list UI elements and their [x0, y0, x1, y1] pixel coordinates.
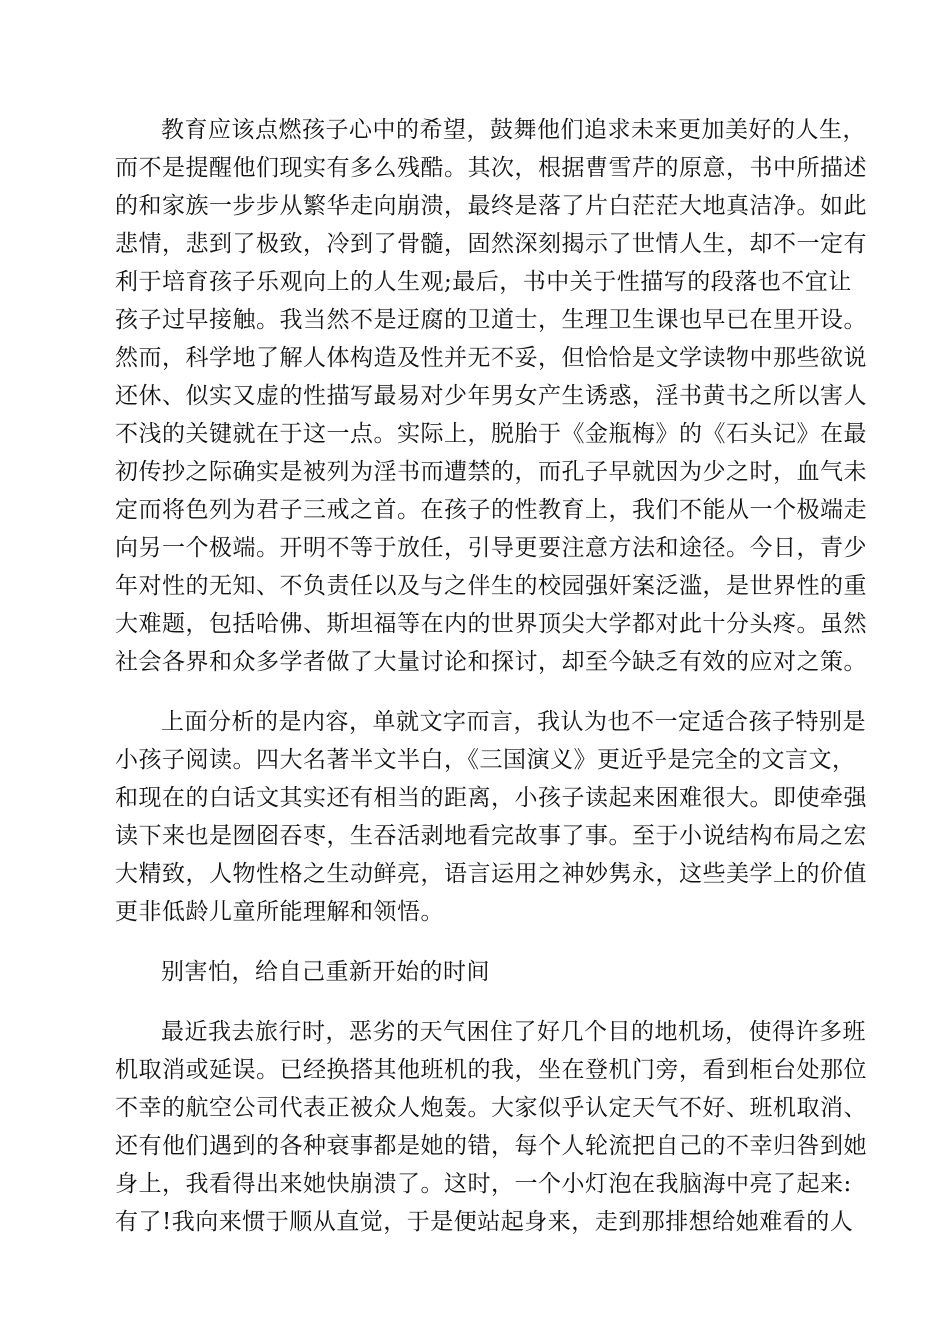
paragraph-line: 读下来也是囫囵吞枣，生吞活剥地看完故事了事。至于小说结构布局之宏: [115, 823, 867, 849]
paragraph-line: 机取消或延误。已经换搭其他班机的我，坐在登机门旁，看到柜台处那位: [115, 1057, 867, 1083]
paragraph-line: 向另一个极端。开明不等于放任，引导更要注意方法和途径。今日，青少: [115, 535, 867, 561]
paragraph-line: 更非低龄儿童所能理解和领悟。: [115, 899, 444, 925]
paragraph-line: 还有他们遇到的各种衰事都是她的错，每个人轮流把自己的不幸归咎到她: [115, 1133, 867, 1159]
document-page: [115, 111, 867, 1263]
section-heading: 别害怕，给自己重新开始的时间: [161, 959, 490, 985]
paragraph-line: 孩子过早接触。我当然不是迂腐的卫道士，生理卫生课也早已在里开设。: [115, 307, 867, 333]
paragraph-line: 有了!我向来惯于顺从直觉，于是便站起身来，走到那排想给她难看的人: [115, 1209, 854, 1235]
paragraph-language-analysis: [115, 703, 867, 931]
paragraph-line: 教育应该点燃孩子心中的希望，鼓舞他们追求未来更加美好的人生，: [161, 117, 866, 143]
paragraph-line: 大难题，包括哈佛、斯坦福等在内的世界顶尖大学都对此十分头疼。虽然: [115, 611, 867, 637]
paragraph-line: 和现在的白话文其实还有相当的距离，小孩子读起来困难很大。即使牵强: [115, 785, 867, 811]
paragraph-line: 上面分析的是内容，单就文字而言，我认为也不一定适合孩子特别是: [161, 709, 866, 735]
paragraph-line: 最近我去旅行时，恶劣的天气困住了好几个目的地机场，使得许多班: [161, 1019, 866, 1045]
paragraph-line: 然而，科学地了解人体构造及性并无不妥，但恰恰是文学读物中那些欲说: [115, 345, 867, 371]
paragraph-line: 身上，我看得出来她快崩溃了。这时，一个小灯泡在我脑海中亮了起来:: [115, 1171, 852, 1197]
paragraph-line: 的和家族一步步从繁华走向崩溃，最终是落了片白茫茫大地真洁净。如此: [115, 193, 867, 219]
paragraph-line: 不浅的关键就在于这一点。实际上，脱胎于《金瓶梅》的《石头记》在最: [115, 421, 867, 447]
paragraph-travel-story: [115, 1013, 867, 1241]
paragraph-line: 不幸的航空公司代表正被众人炮轰。大家似乎认定天气不好、班机取消、: [115, 1095, 867, 1121]
paragraph-line: 而不是提醒他们现实有多么残酷。其次，根据曹雪芹的原意，书中所描述: [115, 155, 867, 181]
paragraph-sex-education: [115, 111, 867, 681]
paragraph-line: 年对性的无知、不负责任以及与之伴生的校园强奸案泛滥，是世界性的重: [115, 573, 867, 599]
paragraph-line: 社会各界和众多学者做了大量讨论和探讨，却至今缺乏有效的应对之策。: [115, 649, 867, 675]
paragraph-line: 初传抄之际确实是被列为淫书而遭禁的，而孔子早就因为少之时，血气未: [115, 459, 867, 485]
paragraph-line: 悲情，悲到了极致，冷到了骨髓，固然深刻揭示了世情人生，却不一定有: [115, 231, 867, 257]
paragraph-line: 还休、似实又虚的性描写最易对少年男女产生诱惑，淫书黄书之所以害人: [115, 383, 867, 409]
paragraph-line: 利于培育孩子乐观向上的人生观;最后，书中关于性描写的段落也不宜让: [115, 269, 852, 295]
paragraph-line: 大精致，人物性格之生动鲜亮，语言运用之神妙隽永，这些美学上的价值: [115, 861, 867, 887]
paragraph-line: 定而将色列为君子三戒之首。在孩子的性教育上，我们不能从一个极端走: [115, 497, 867, 523]
paragraph-line: 小孩子阅读。四大名著半文半白，《三国演义》更近乎是完全的文言文，: [115, 747, 856, 773]
